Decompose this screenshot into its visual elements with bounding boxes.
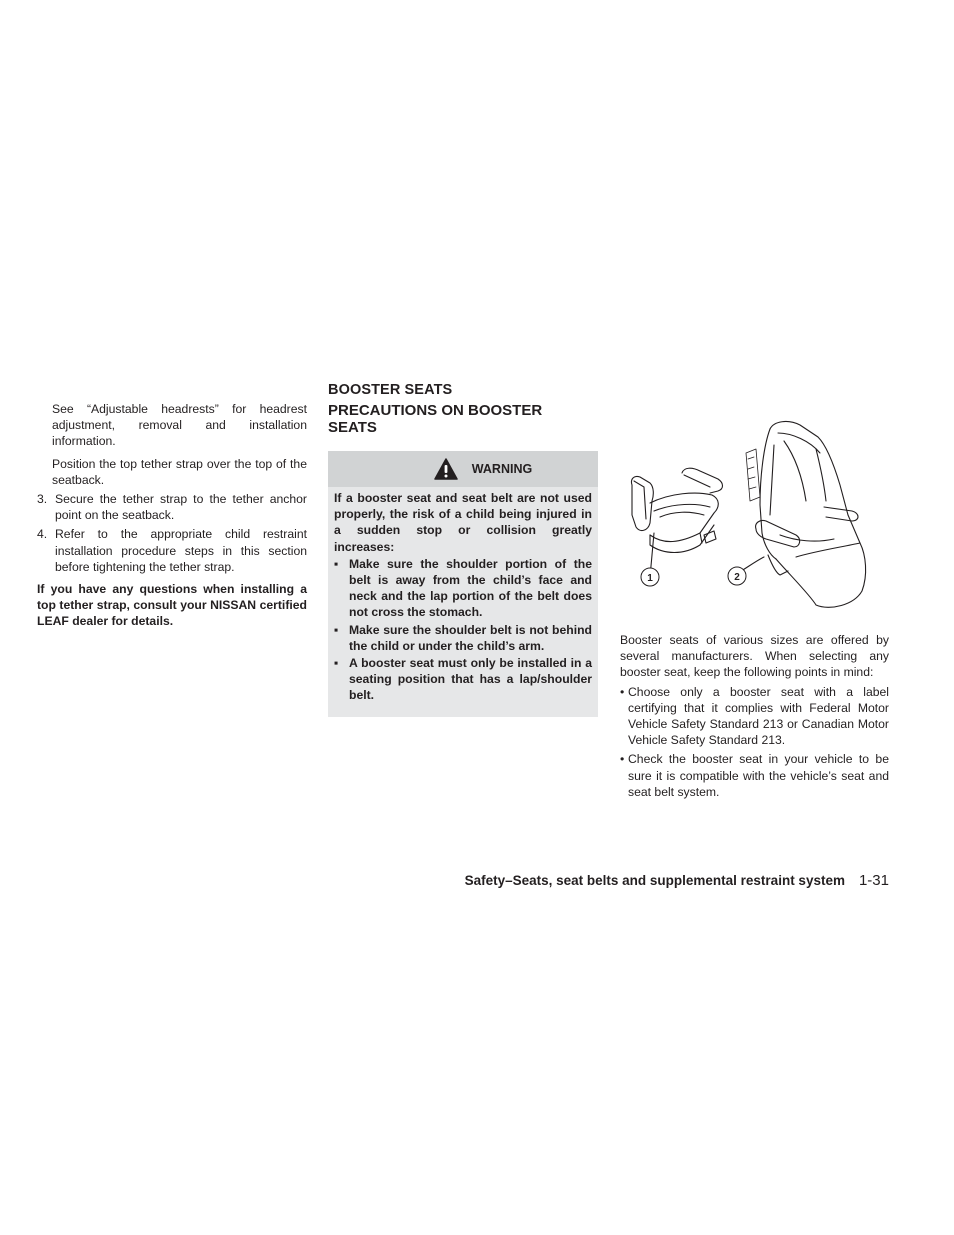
warning-triangle-icon — [434, 458, 458, 480]
left-column — [37, 401, 307, 630]
dealer-note: If you have any questions when installing a top tether strap, consult your NISSAN certified LEAF dealer for details. — [37, 582, 307, 629]
middle-column — [328, 381, 598, 703]
subsection-title: PRECAUTIONS ON BOOSTER SEATS — [328, 402, 543, 436]
tether-position-text: Position the top tether strap over the top of the seatback. — [52, 456, 307, 487]
warning-list — [334, 556, 592, 704]
step-number: 3. — [37, 492, 48, 507]
warning-item-text: A booster seat must only be installed in a seating position that has a lap/shoulder belt. — [349, 656, 592, 703]
warning-body — [328, 487, 598, 704]
booster-intro: Booster seats of various sizes are offered by several manufacturers. When selecting any booster seat, keep the following points in mind: — [620, 633, 889, 680]
section-title: BOOSTER SEATS — [328, 382, 453, 398]
callout-1: 1 — [647, 573, 653, 584]
callout-2: 2 — [734, 572, 740, 583]
booster-seats-drawing — [620, 415, 890, 615]
step-text: Refer to the appropriate child restraint installation procedure steps in this section before tightening the tether strap. — [55, 527, 307, 574]
warning-header — [328, 451, 598, 487]
list-item-text: Choose only a booster seat with a label certifying that it complies with Federal Motor Vehicle Safety Standard 213 or Canadian Motor Vehicle Safety Standard 213. — [628, 684, 889, 748]
step-number: 4. — [37, 527, 48, 542]
booster-seat-illustration — [620, 415, 890, 615]
step-text: Secure the tether strap to the tether anchor point on the seatback. — [55, 492, 307, 523]
list-item: • Check the booster seat in your vehicle to be sure it is compatible with the vehicle’s seat and seat belt system. — [620, 752, 889, 799]
warning-item: ▪ Make sure the shoulder belt is not behind the child or under the child’s arm. — [334, 622, 592, 653]
warning-intro: If a booster seat and seat belt are not used properly, the risk of a child being injured in a sudden stop or collision greatly increases: — [334, 491, 592, 554]
list-item-text: Check the booster seat in your vehicle to be sure it is compatible with the vehicle’s seat and seat belt system. — [628, 752, 889, 799]
step-4 — [37, 526, 307, 575]
highback-booster-seat — [746, 422, 866, 608]
right-column-text — [620, 632, 889, 800]
headrest-reference: See “Adjustable headrests” for headrest adjustment, removal and installation information. — [52, 402, 307, 449]
right-column-figure — [620, 415, 890, 615]
warning-item-text: Make sure the shoulder belt is not behind the child or under the child’s arm. — [349, 622, 592, 653]
page-number: 1-31 — [858, 872, 889, 889]
booster-points-list — [620, 684, 889, 800]
page-footer — [465, 872, 889, 889]
warning-item-text: Make sure the shoulder portion of the belt is away from the child’s face and neck and the lap portion of the belt does not cross the stomach. — [349, 556, 592, 620]
footer-section-title: Safety–Seats, seat belts and supplemental restraint system — [464, 873, 845, 888]
step-3 — [37, 491, 307, 523]
warning-item: ▪ Make sure the shoulder portion of the belt is away from the child’s face and neck and the lap portion of the belt does not cross the stomach. — [334, 556, 592, 620]
warning-heading: WARNING — [471, 462, 533, 476]
warning-item: ▪ A booster seat must only be installed in a seating position that has a lap/shoulder belt. — [334, 656, 592, 703]
backless-booster-seat — [631, 468, 722, 552]
list-item: • Choose only a booster seat with a label certifying that it complies with Federal Motor Vehicle Safety Standard 213 or Canadian Motor Vehicle Safety Standard 213. — [620, 684, 889, 748]
warning-box — [328, 451, 598, 717]
